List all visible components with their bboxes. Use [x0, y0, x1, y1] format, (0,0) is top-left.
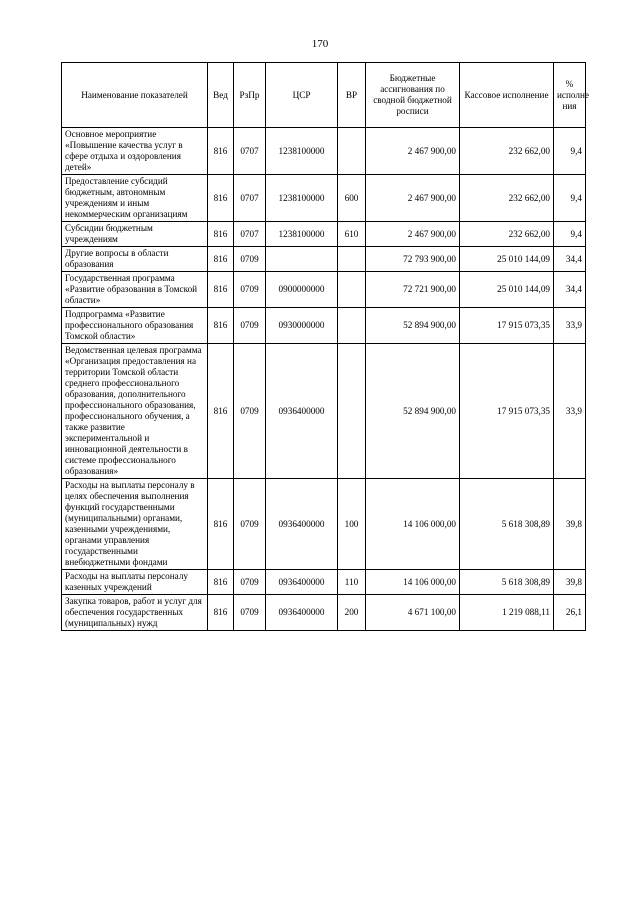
cell-cash: 17 915 073,35	[460, 308, 554, 344]
cell-cash: 1 219 088,11	[460, 595, 554, 631]
cell-pct: 9,4	[554, 222, 586, 247]
table-row	[62, 479, 586, 570]
cell-ved: 816	[208, 175, 234, 222]
cell-cash: 17 915 073,35	[460, 344, 554, 479]
cell-csr	[266, 247, 338, 272]
cell-csr: 0936400000	[266, 479, 338, 570]
cell-rzpr: 0707	[234, 128, 266, 175]
cell-budget: 2 467 900,00	[366, 222, 460, 247]
cell-csr: 1238100000	[266, 222, 338, 247]
table-row	[62, 272, 586, 308]
cell-vr: 200	[338, 595, 366, 631]
cell-rzpr: 0709	[234, 272, 266, 308]
table-row	[62, 595, 586, 631]
cell-csr: 0936400000	[266, 570, 338, 595]
header-vr: ВР	[338, 63, 366, 128]
table-row	[62, 128, 586, 175]
cell-rzpr: 0709	[234, 570, 266, 595]
cell-rzpr: 0709	[234, 479, 266, 570]
cell-ved: 816	[208, 222, 234, 247]
cell-pct: 34,4	[554, 272, 586, 308]
table-row	[62, 247, 586, 272]
cell-vr	[338, 128, 366, 175]
cell-pct: 26,1	[554, 595, 586, 631]
cell-vr	[338, 272, 366, 308]
budget-execution-table	[61, 62, 589, 631]
cell-budget: 52 894 900,00	[366, 308, 460, 344]
cell-cash: 232 662,00	[460, 175, 554, 222]
cell-budget: 14 106 000,00	[366, 570, 460, 595]
cell-ved: 816	[208, 272, 234, 308]
cell-ved: 816	[208, 479, 234, 570]
table-row	[62, 222, 586, 247]
cell-budget: 14 106 000,00	[366, 479, 460, 570]
cell-vr	[338, 344, 366, 479]
cell-pct: 34,4	[554, 247, 586, 272]
cell-rzpr: 0709	[234, 344, 266, 479]
cell-ved: 816	[208, 308, 234, 344]
cell-vr	[338, 247, 366, 272]
cell-csr: 0936400000	[266, 344, 338, 479]
cell-cash: 232 662,00	[460, 128, 554, 175]
cell-pct: 39,8	[554, 479, 586, 570]
header-csr: ЦСР	[266, 63, 338, 128]
cell-pct: 33,9	[554, 344, 586, 479]
cell-rzpr: 0709	[234, 595, 266, 631]
cell-pct: 9,4	[554, 128, 586, 175]
header-pct: % исполне ния	[554, 63, 586, 128]
cell-ved: 816	[208, 570, 234, 595]
cell-cash: 5 618 308,89	[460, 570, 554, 595]
cell-pct: 9,4	[554, 175, 586, 222]
header-ved: Вед	[208, 63, 234, 128]
cell-name: Расходы на выплаты персоналу в целях обеспечения выполнения функций государственными (муниципальными) органами, казенными учреждениями, органами управления государственными внебюджетными фондами	[62, 479, 208, 570]
cell-rzpr: 0707	[234, 175, 266, 222]
cell-name: Основное мероприятие «Повышение качества услуг в сфере отдыха и оздоровления детей»	[62, 128, 208, 175]
cell-csr: 1238100000	[266, 175, 338, 222]
cell-rzpr: 0707	[234, 222, 266, 247]
cell-budget: 72 793 900,00	[366, 247, 460, 272]
cell-csr: 0900000000	[266, 272, 338, 308]
cell-name: Подпрограмма «Развитие профессионального образования Томской области»	[62, 308, 208, 344]
cell-ved: 816	[208, 128, 234, 175]
table-row	[62, 570, 586, 595]
cell-vr: 600	[338, 175, 366, 222]
header-budget: Бюджетные ассигнования по сводной бюджетной росписи	[366, 63, 460, 128]
cell-name: Государственная программа «Развитие образования в Томской области»	[62, 272, 208, 308]
table-row	[62, 175, 586, 222]
cell-rzpr: 0709	[234, 308, 266, 344]
cell-cash: 25 010 144,09	[460, 247, 554, 272]
cell-ved: 816	[208, 344, 234, 479]
cell-budget: 52 894 900,00	[366, 344, 460, 479]
cell-cash: 5 618 308,89	[460, 479, 554, 570]
cell-vr: 610	[338, 222, 366, 247]
header-rzpr: РзПр	[234, 63, 266, 128]
cell-vr	[338, 308, 366, 344]
table-header-row	[62, 63, 586, 128]
page-number: 170	[311, 38, 329, 50]
cell-rzpr: 0709	[234, 247, 266, 272]
header-cash: Кассовое исполнение	[460, 63, 554, 128]
cell-name: Закупка товаров, работ и услуг для обеспечения государственных (муниципальных) нужд	[62, 595, 208, 631]
cell-pct: 33,9	[554, 308, 586, 344]
cell-csr: 1238100000	[266, 128, 338, 175]
cell-cash: 25 010 144,09	[460, 272, 554, 308]
cell-budget: 72 721 900,00	[366, 272, 460, 308]
cell-vr: 110	[338, 570, 366, 595]
cell-name: Расходы на выплаты персоналу казенных учреждений	[62, 570, 208, 595]
cell-name: Ведомственная целевая программа «Организация предоставления на территории Томской области среднего профессионального образования, дополнительного профессионального образования, профессионального обучения, а также развитие экспериментальной и инновационной деятельности в системе профессионального образования»	[62, 344, 208, 479]
cell-budget: 4 671 100,00	[366, 595, 460, 631]
cell-csr: 0936400000	[266, 595, 338, 631]
cell-ved: 816	[208, 595, 234, 631]
table-row	[62, 344, 586, 479]
cell-budget: 2 467 900,00	[366, 128, 460, 175]
cell-pct: 39,8	[554, 570, 586, 595]
cell-cash: 232 662,00	[460, 222, 554, 247]
cell-budget: 2 467 900,00	[366, 175, 460, 222]
cell-name: Субсидии бюджетным учреждениям	[62, 222, 208, 247]
table-row	[62, 308, 586, 344]
cell-vr: 100	[338, 479, 366, 570]
cell-name: Предоставление субсидий бюджетным, автономным учреждениям и иным некоммерческим организациям	[62, 175, 208, 222]
cell-csr: 0930000000	[266, 308, 338, 344]
cell-name: Другие вопросы в области образования	[62, 247, 208, 272]
cell-ved: 816	[208, 247, 234, 272]
header-name: Наименование показателей	[62, 63, 208, 128]
